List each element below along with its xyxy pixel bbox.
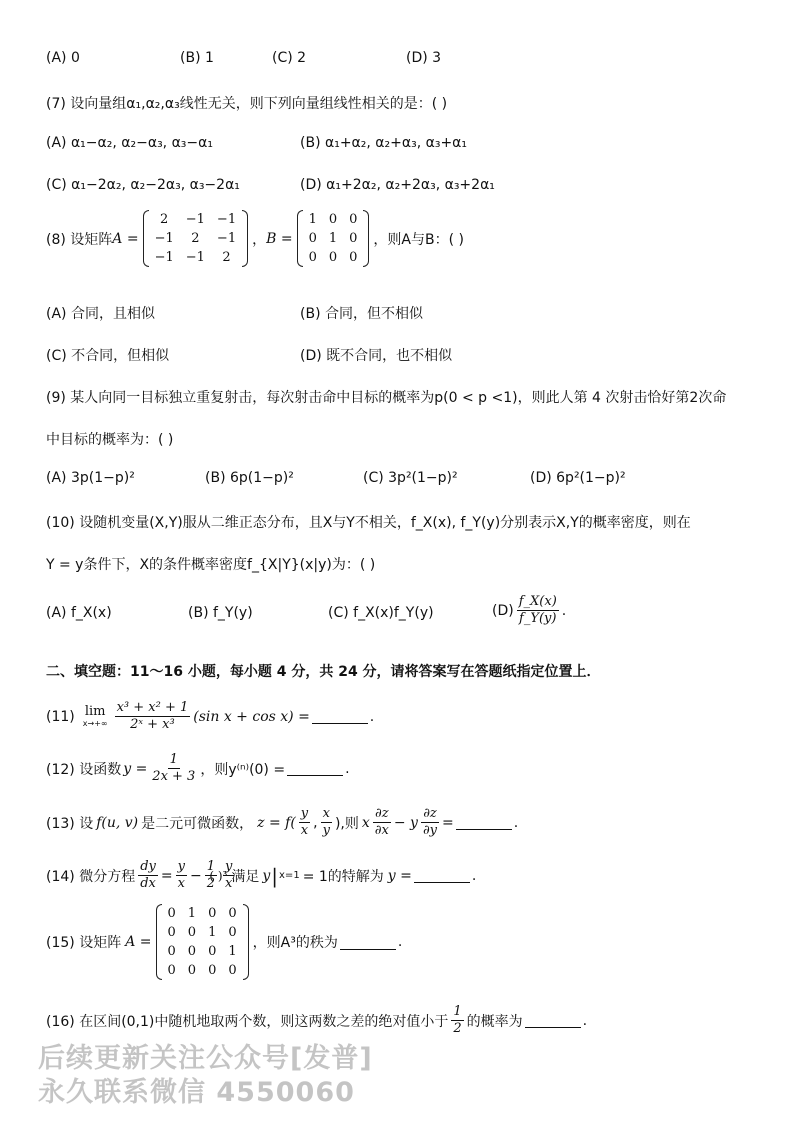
q8-option-a: (A) 合同，且相似 [46,306,155,322]
q10-option-b: (B) f_Y(y) [188,605,253,621]
q8-option-c: (C) 不合同，但相似 [46,348,170,364]
q15-matrix-cell: 0 [187,925,197,940]
q15-matrix [156,904,249,980]
q12-fraction [150,752,197,785]
q15-matrix-cell: 0 [187,963,197,978]
q15-matrix-cell: 1 [228,944,237,959]
q8-matrix-a-row [149,248,243,267]
q16-numerator: 1 [453,1004,462,1019]
q13-frac1-den: x [300,823,309,838]
q8-matrix-b-cell: 0 [328,212,338,227]
q8-matrix-b-cell: 0 [328,250,338,265]
q13-close: ),则 [334,815,359,832]
q8-option-b: (B) 合同，但不相似 [300,306,423,322]
q8-matrix-a-cell: 2 [191,231,200,246]
q15-matrix-row [162,961,243,980]
q15-matrix-row [162,942,243,961]
q8-matrix-b-row [303,248,364,267]
q14-prefix: (14) 微分方程 [46,868,136,885]
section2-heading: 二、填空题：11～16 小题，每小题 4 分，共 24 分，请将答案写在答题纸指定位置上． [46,664,601,680]
q15-matrix-cell: 0 [167,925,176,940]
q13-partial-y [421,806,439,839]
q15-mid: ，则A³的秩为 [252,935,338,951]
q8-suffix: ，则A与B：( ) [373,231,464,248]
q13-end: . [513,814,519,831]
q14-dx: dx [140,876,156,891]
q8-matrix-a-row [149,210,243,229]
q15-matrix-cell: 1 [208,925,217,940]
q13-prefix: (13) 设 [46,815,94,832]
q8-matrix-a-cell: 2 [160,212,169,227]
q14-end: . [471,867,477,884]
q10-d-fraction [517,594,559,627]
q14-cond-sub: x=1 [279,870,300,881]
q12-numerator: 1 [169,752,178,767]
q14-cond-y: y [262,867,271,884]
q10-d-prefix: (D) [492,602,514,619]
q15-matrix-cell: 0 [208,963,217,978]
q12-answer-blank[interactable] [287,761,343,776]
q13-partial-x-num: ∂z [375,806,389,821]
q8-matrix-a-cell: −1 [216,231,237,246]
q9-option-d: (D) 6p²(1−p)² [530,470,626,486]
q13-partial-y-num: ∂z [423,806,437,821]
q11-fraction [115,700,191,733]
q14-dy: dy [140,859,156,874]
q15-matrix-cell: 0 [208,944,217,959]
q14-answer-blank[interactable] [414,868,470,883]
q15 [46,904,402,980]
q14 [46,859,476,892]
q15-matrix-cell: 0 [228,906,237,921]
q11-label: (11) [46,708,75,725]
q10-d-end: . [561,602,567,619]
q6-option-b: (B) 1 [180,50,214,66]
q16-text: (16) 在区间(0,1)中随机地取两个数，则这两数之差的绝对值小于 [46,1013,449,1030]
q13-frac1 [299,806,310,839]
q8-matrix-a-cell: 2 [222,250,231,265]
q8-comma: ， [252,231,267,248]
watermark-line1: 后续更新关注公众号[发普] [38,1043,373,1074]
q8-stem [46,210,464,267]
q11 [46,700,374,733]
q15-matrix-cell: 1 [187,906,197,921]
q9-option-c: (C) 3p²(1−p)² [363,470,458,486]
q15-end: . [397,934,403,950]
q8-a-label: A = [112,230,139,247]
q8-matrix-a-cell: −1 [185,250,205,265]
q14-eval-bar: | [271,863,279,888]
q15-matrix-row [162,904,243,923]
q13-frac2-den: y [322,823,330,838]
q8-matrix-b-cell: 0 [349,231,358,246]
q16-mid: 的概率为 [466,1013,523,1030]
q7-option-d: (D) α₁+2α₂, α₂+2α₃, α₃+2α₁ [300,177,495,193]
q9-option-a: (A) 3p(1−p)² [46,470,135,486]
q12-y: y = [123,760,148,777]
q15-prefix: (15) 设矩阵 [46,935,122,951]
q15-matrix-cell: 0 [208,906,217,921]
q16-end: . [582,1012,588,1029]
q15-matrix-cell: 0 [187,944,197,959]
q8-matrix-b-cell: 1 [308,212,317,227]
q15-matrix-cell: 0 [167,963,176,978]
q10-d-denominator: f_Y(y) [519,611,557,626]
q8-matrix-a-row [149,229,243,248]
q10-d-numerator: f_X(x) [518,594,557,609]
q8-matrix-a-cell: −1 [216,212,237,227]
q13-partial-y-den: ∂y [422,823,438,838]
q13: (13) 设 f(u, v) 是二元可微函数， z = f( $\frac{y}{x}$ , $\frac{x}{y}$ ),则 x $\frac{\partial z}{\partial x}$ − y $\frac{\partial z}{\partial y}$ = . [46,806,519,838]
q8-matrix-a-cell: −1 [154,231,174,246]
q8-b-label: B = [266,230,293,247]
q14-y: y = [387,867,412,884]
q13-frac2-num: x [322,806,330,821]
q14-frac-yx [176,859,187,892]
q6-option-c: (C) 2 [272,50,307,66]
q8-prefix: (8) 设矩阵 [46,231,113,248]
watermark-line2: 永久联系微信 4550060 [38,1077,355,1108]
q15-matrix-row [162,923,243,942]
q16-denominator: 2 [453,1021,462,1036]
q9-line1: (9) 某人向同一目标独立重复射击，每次射击命中目标的概率为p(0 < p <1)，则此人第 4 次射击恰好第2次命 [46,390,727,406]
q7-stem: (7) 设向量组α₁,α₂,α₃线性无关，则下列向量组线性相关的是：( ) [46,96,448,112]
q12-end: . [345,760,350,777]
q14-cond-val: = 1的特解为 [302,868,384,885]
q8-matrix-a-cell: −1 [154,250,174,265]
q9-line2: 中目标的概率为：( ) [46,432,174,448]
q14-frac-half-den: 2 [206,876,215,891]
q14-minus: − [189,867,202,884]
q6-option-a: (A) 0 [46,50,80,66]
q14-frac-half-num: 1 [206,859,215,874]
q15-answer-blank[interactable] [340,935,396,950]
q13-minus: − y [393,814,418,831]
q15-A: A = [125,934,152,950]
q14-frac-yx-num: y [177,859,185,874]
q14-frac-yx-den: x [177,876,185,891]
q11-numerator: x³ + x² + 1 [116,700,189,715]
q11-limit [83,705,108,729]
q11-tail: (sin x + cos x) = [193,708,310,725]
q13-z: z = f( [257,814,296,831]
q8-matrix-a-cell: −1 [185,212,205,227]
q14-eq: = [160,867,173,884]
q16 [46,1004,587,1037]
q15-matrix-cell: 0 [167,906,176,921]
q12-prefix: (12) 设函数 [46,761,122,778]
q8-matrix-b-row [303,210,364,229]
q14-mid: 满足 [231,868,260,885]
q13-mid: 是二元可微函数， [141,815,254,832]
q13-f: f(u, v) [96,814,139,831]
q16-answer-blank[interactable] [525,1013,581,1028]
q12-mid: ，则y⁽ⁿ⁾(0) = [200,761,286,778]
q15-matrix-cell: 0 [228,963,237,978]
q8-matrix-b-cell: 0 [308,231,317,246]
q13-x: x [361,814,370,831]
q14-cube: ( )³ [209,868,228,883]
q15-matrix-cell: 0 [228,925,237,940]
q13-frac1-num: y [300,806,309,821]
q9-option-b: (B) 6p(1−p)² [205,470,294,486]
q8-matrix-b-cell: 0 [349,250,358,265]
q11-lim-sub: x→+∞ [82,718,108,728]
q8-matrix-b-cell: 0 [308,250,317,265]
q8-matrix-b-row [303,229,364,248]
q14-dydx [138,859,158,892]
q14-frac-yx2-den: x [224,876,233,891]
q7-option-b: (B) α₁+α₂, α₂+α₃, α₃+α₁ [300,135,468,151]
q8-matrix-b-cell: 0 [349,212,358,227]
q14-frac-yx2-num: y [224,859,233,874]
q13-answer-blank[interactable] [456,815,512,830]
q11-denominator: 2ˣ + x³ [130,717,175,732]
q10-line2: Y = y条件下，X的条件概率密度f_{X|Y}(x|y)为：( ) [46,557,376,573]
q7-option-a: (A) α₁−α₂, α₂−α₃, α₃−α₁ [46,135,213,151]
q10-option-c: (C) f_X(x)f_Y(y) [328,605,434,621]
q12 [46,752,350,785]
q11-lim: lim [84,703,106,719]
q13-partial-x [373,806,391,839]
q7-option-c: (C) α₁−2α₂, α₂−2α₃, α₃−2α₁ [46,177,240,193]
q15-matrix-cell: 0 [167,944,176,959]
q6-option-d: (D) 3 [406,50,442,66]
q16-fraction [451,1004,463,1037]
q11-end: . [369,708,375,725]
q13-partial-x-den: ∂x [374,823,389,838]
q10-line1: (10) 设随机变量(X,Y)服从二维正态分布，且X与Y不相关，f_X(x), f_Y(y)分别表示X,Y的概率密度，则在 [46,515,691,531]
q10-option-d [492,594,566,627]
q13-eq: = [442,814,454,831]
q10-option-a: (A) f_X(x) [46,605,112,621]
q12-denominator: 2x + 3 [152,769,196,784]
q8-option-d: (D) 既不合同，也不相似 [300,348,453,364]
q11-answer-blank[interactable] [312,709,368,724]
q8-matrix-b-cell: 1 [328,231,338,246]
q13-frac2 [321,806,332,839]
q8-matrix-b [297,210,370,267]
q8-matrix-a [143,210,249,267]
